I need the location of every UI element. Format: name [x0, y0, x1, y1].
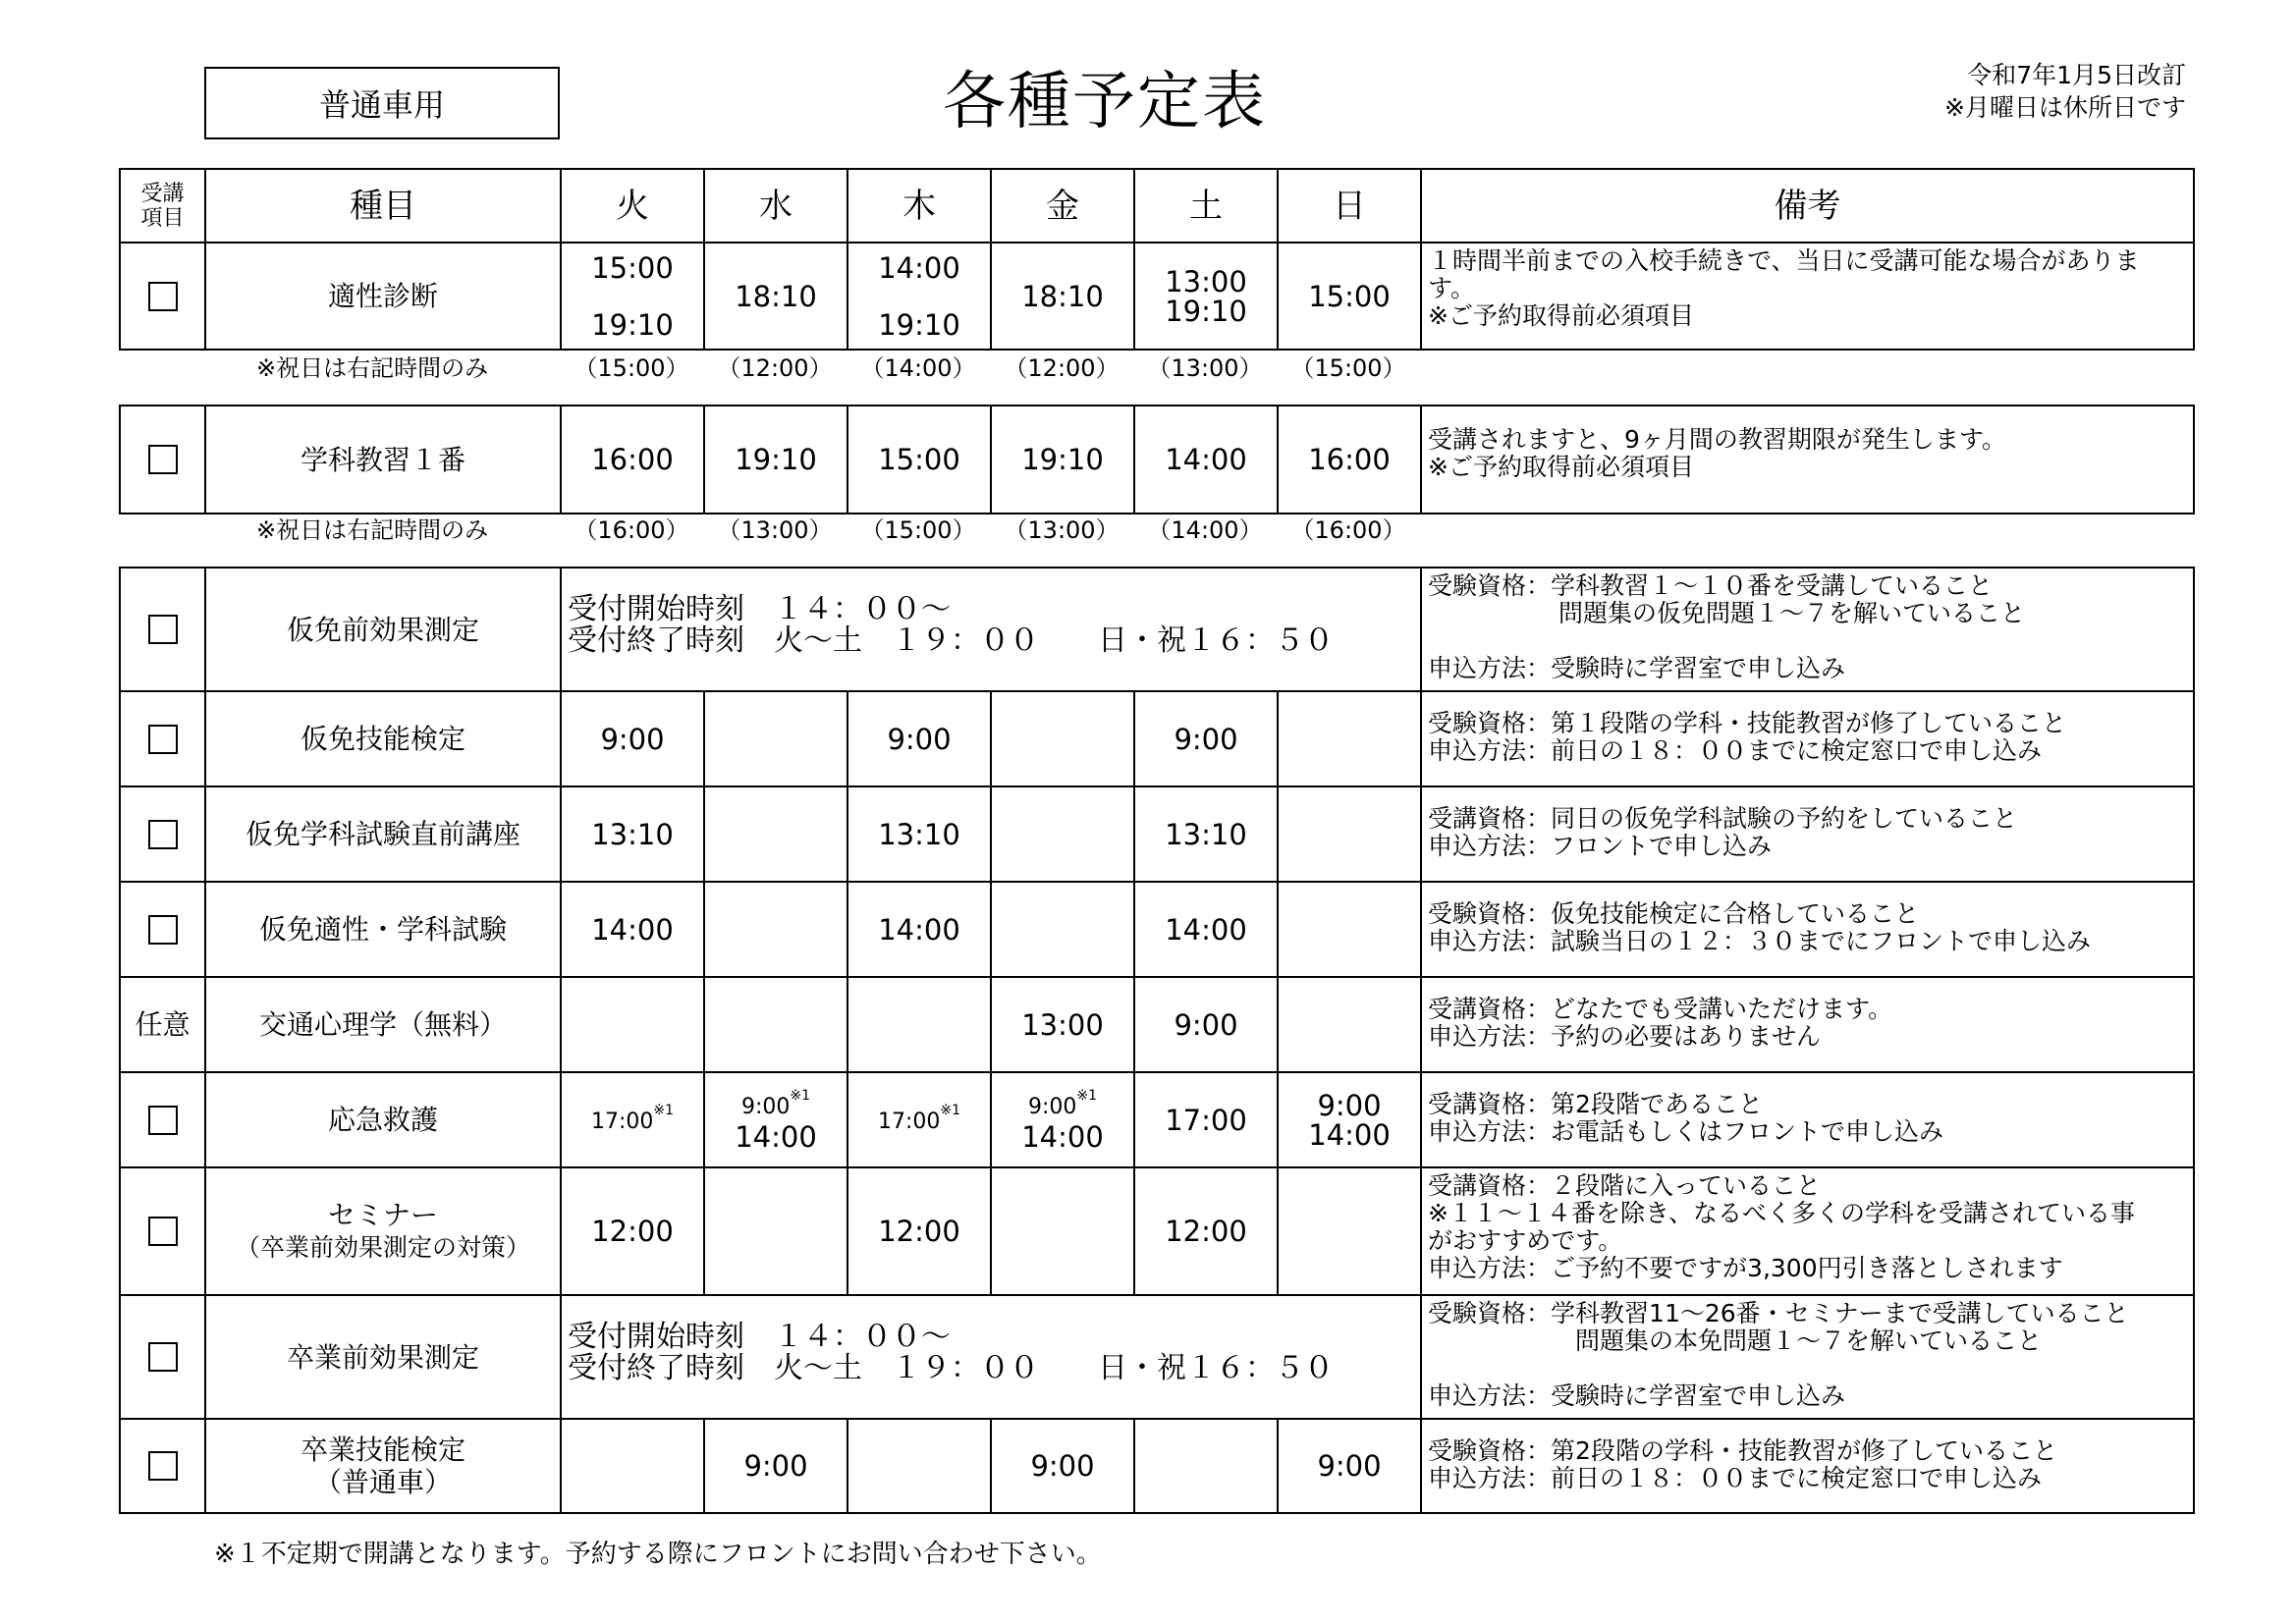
remarks-cell: 受講されますと、9ヶ月間の教習期限が発生します。 ※ご予約取得前必須項目	[1421, 406, 2194, 514]
reception-hours: 受付開始時刻 １４：００～ 受付終了時刻 火～土 １９：００ 日・祝１６：５０	[561, 568, 1421, 691]
checkbox[interactable]	[148, 445, 178, 474]
row-check-cell[interactable]	[120, 786, 205, 882]
row-name: セミナー （卒業前効果測定の対策）	[205, 1167, 561, 1295]
holiday-times-aptitude	[119, 347, 2193, 382]
time-cell: 14:00	[1134, 882, 1278, 977]
time-cell: 9:00	[1134, 691, 1278, 786]
table-row	[120, 1072, 2194, 1167]
remarks-cell: 受講資格：同日の仮免学科試験の予約をしていること 申込方法：フロントで申し込み	[1421, 786, 2194, 882]
remarks-column-header: 備考	[1421, 169, 2194, 243]
time-cell: 9:00	[1278, 1419, 1421, 1513]
row-name: 適性診断	[205, 243, 561, 350]
row-name: 交通心理学（無料）	[205, 977, 561, 1072]
table-row	[120, 243, 2194, 350]
revision-info	[1944, 59, 2186, 124]
holiday-time: （13:00）	[717, 516, 833, 544]
time-cell: 9:00	[847, 691, 991, 786]
row-check-cell[interactable]	[120, 1295, 205, 1419]
row-name: 仮免前効果測定	[205, 568, 561, 691]
time-cell: 15:00 19:10	[561, 243, 704, 350]
schedule-table-main	[119, 567, 2195, 1514]
time-cell: 14:00	[847, 882, 991, 977]
day-header-sat: 土	[1134, 169, 1278, 243]
table-row	[120, 691, 2194, 786]
time-cell: 13:10	[847, 786, 991, 882]
time-cell: 9:00	[704, 1419, 847, 1513]
holiday-time: （15:00）	[860, 516, 976, 544]
time-cell: 12:00	[847, 1167, 991, 1295]
time-cell	[704, 691, 847, 786]
day-header-wed: 水	[704, 169, 847, 243]
checkbox[interactable]	[148, 1106, 178, 1135]
time-cell	[847, 1419, 991, 1513]
time-cell: 16:00	[1278, 406, 1421, 514]
time-cell: 14:00	[561, 882, 704, 977]
time-cell	[991, 1167, 1134, 1295]
table-row	[120, 406, 2194, 514]
schedule-table-lesson1	[119, 405, 2195, 514]
remarks-cell: 受験資格：仮免技能検定に合格していること 申込方法：試験当日の１２：３０までにフロントで申し込み	[1421, 882, 2194, 977]
time-cell	[704, 786, 847, 882]
row-name: 仮免技能検定	[205, 691, 561, 786]
time-cell	[1278, 882, 1421, 977]
holiday-time: （12:00）	[1004, 354, 1120, 382]
holiday-label: ※祝日は右記時間のみ	[256, 354, 489, 382]
remarks-cell: 受験資格：学科教習１～１０番を受講していること 問題集の仮免問題１～７を解いていること 申込方法：受験時に学習室で申し込み	[1421, 568, 2194, 691]
row-check-cell[interactable]	[120, 568, 205, 691]
row-check-cell[interactable]	[120, 691, 205, 786]
table-row	[120, 1419, 2194, 1513]
time-cell	[561, 1419, 704, 1513]
footnote: ※１不定期で開講となります。予約する際にフロントにお問い合わせ下さい。	[214, 1540, 1102, 1569]
time-cell	[991, 691, 1134, 786]
closed-day-note: ※月曜日は休所日です	[1944, 93, 2186, 122]
time-cell	[1278, 977, 1421, 1072]
row-name: 卒業前効果測定	[205, 1295, 561, 1419]
time-cell	[704, 977, 847, 1072]
checkbox[interactable]	[148, 725, 178, 754]
time-cell: 13:10	[561, 786, 704, 882]
check-column-header: 受講 項目	[120, 169, 205, 243]
day-header-thu: 木	[847, 169, 991, 243]
remarks-cell: １時間半前までの入校手続きで、当日に受講可能な場合がありま す。 ※ご予約取得前必須項目	[1421, 243, 2194, 350]
time-cell	[1278, 1167, 1421, 1295]
reception-hours: 受付開始時刻 １４：００～ 受付終了時刻 火～土 １９：００ 日・祝１６：５０	[561, 1295, 1421, 1419]
checkbox[interactable]	[148, 282, 178, 311]
holiday-time: （15:00）	[574, 354, 689, 382]
holiday-time: （13:00）	[1004, 516, 1120, 544]
time-cell: 9:00 14:00	[1278, 1072, 1421, 1167]
row-check-cell[interactable]	[120, 1072, 205, 1167]
row-check-cell[interactable]	[120, 882, 205, 977]
time-cell: 15:00	[1278, 243, 1421, 350]
page-title: 各種予定表	[943, 66, 1267, 138]
revision-date: 令和7年1月5日改訂	[1967, 61, 2186, 89]
time-cell: 14:00	[1134, 406, 1278, 514]
remarks-cell: 受験資格：第2段階の学科・技能教習が修了していること 申込方法：前日の１８：００までに検定窓口で申し込み	[1421, 1419, 2194, 1513]
schedule-table-aptitude	[119, 168, 2195, 351]
time-cell: 18:10	[704, 243, 847, 350]
checkbox[interactable]	[148, 1342, 178, 1372]
time-cell: 14:00 19:10	[847, 243, 991, 350]
holiday-time: （14:00）	[860, 354, 976, 382]
holiday-time: （15:00）	[1290, 354, 1406, 382]
time-cell	[1278, 691, 1421, 786]
row-name: 仮免適性・学科試験	[205, 882, 561, 977]
remarks-cell: 受験資格：学科教習11～26番・セミナーまで受講していること 問題集の本免問題１～７を解いていること 申込方法：受験時に学習室で申し込み	[1421, 1295, 2194, 1419]
checkbox[interactable]	[148, 820, 178, 849]
remarks-cell: 受講資格：どなたでも受講いただけます。 申込方法：予約の必要はありません	[1421, 977, 2194, 1072]
table-row	[120, 786, 2194, 882]
remarks-cell: 受講資格：第2段階であること 申込方法：お電話もしくはフロントで申し込み	[1421, 1072, 2194, 1167]
time-cell	[704, 882, 847, 977]
holiday-time: （16:00）	[1290, 516, 1406, 544]
table-row	[120, 1167, 2194, 1295]
holiday-time: （14:00）	[1147, 516, 1263, 544]
time-cell: 13:00 19:10	[1134, 243, 1278, 350]
checkbox[interactable]	[148, 1451, 178, 1481]
row-name: 仮免学科試験直前講座	[205, 786, 561, 882]
time-cell: 9:00	[991, 1419, 1134, 1513]
time-cell	[561, 977, 704, 1072]
table-row	[120, 882, 2194, 977]
time-cell: 13:10	[1134, 786, 1278, 882]
row-check-cell[interactable]	[120, 406, 205, 514]
time-cell: 9:00	[561, 691, 704, 786]
checkbox[interactable]	[148, 615, 178, 644]
optional-mark: 任意	[120, 977, 205, 1072]
holiday-time: （16:00）	[574, 516, 689, 544]
time-cell	[991, 786, 1134, 882]
holiday-time: （13:00）	[1147, 354, 1263, 382]
holiday-times-lesson1	[119, 509, 2193, 544]
table-row	[120, 977, 2194, 1072]
time-cell: 9:00$^{※1}$ 14:00	[704, 1072, 847, 1167]
day-header-fri: 金	[991, 169, 1134, 243]
remarks-cell: 受講資格：２段階に入っていること ※１１～１４番を除き、なるべく多くの学科を受講されている事 がおすすめです。 申込方法：ご予約不要ですが3,300円引き落としされます	[1421, 1167, 2194, 1295]
table-row	[120, 1295, 2194, 1419]
time-cell: 12:00	[561, 1167, 704, 1295]
row-check-cell[interactable]	[120, 1419, 205, 1513]
row-name: 応急救護	[205, 1072, 561, 1167]
remarks-cell: 受験資格：第１段階の学科・技能教習が修了していること 申込方法：前日の１８：００までに検定窓口で申し込み	[1421, 691, 2194, 786]
row-check-cell[interactable]	[120, 243, 205, 350]
time-cell: 16:00	[561, 406, 704, 514]
time-cell	[847, 977, 991, 1072]
time-cell: 15:00	[847, 406, 991, 514]
type-column-header: 種目	[205, 169, 561, 243]
time-cell	[1134, 1419, 1278, 1513]
day-header-sun: 日	[1278, 169, 1421, 243]
time-cell: 17:00$^{※1}$	[847, 1072, 991, 1167]
time-cell	[991, 882, 1134, 977]
time-cell: 9:00	[1134, 977, 1278, 1072]
time-cell: 18:10	[991, 243, 1134, 350]
checkbox[interactable]	[148, 1217, 178, 1246]
time-cell: 12:00	[1134, 1167, 1278, 1295]
row-name: 学科教習１番	[205, 406, 561, 514]
row-check-cell[interactable]	[120, 1167, 205, 1295]
time-cell: 13:00	[991, 977, 1134, 1072]
table-row	[120, 568, 2194, 691]
time-cell: 19:10	[991, 406, 1134, 514]
checkbox[interactable]	[148, 915, 178, 945]
header-row	[120, 169, 2194, 243]
time-cell: 19:10	[704, 406, 847, 514]
holiday-time: （12:00）	[717, 354, 833, 382]
category-label: 普通車用	[204, 67, 560, 139]
holiday-label: ※祝日は右記時間のみ	[256, 516, 489, 544]
day-header-tue: 火	[561, 169, 704, 243]
time-cell: 17:00	[1134, 1072, 1278, 1167]
time-cell	[1278, 786, 1421, 882]
row-name: 卒業技能検定 （普通車）	[205, 1419, 561, 1513]
time-cell: 17:00$^{※1}$	[561, 1072, 704, 1167]
time-cell	[704, 1167, 847, 1295]
time-cell: 9:00$^{※1}$ 14:00	[991, 1072, 1134, 1167]
